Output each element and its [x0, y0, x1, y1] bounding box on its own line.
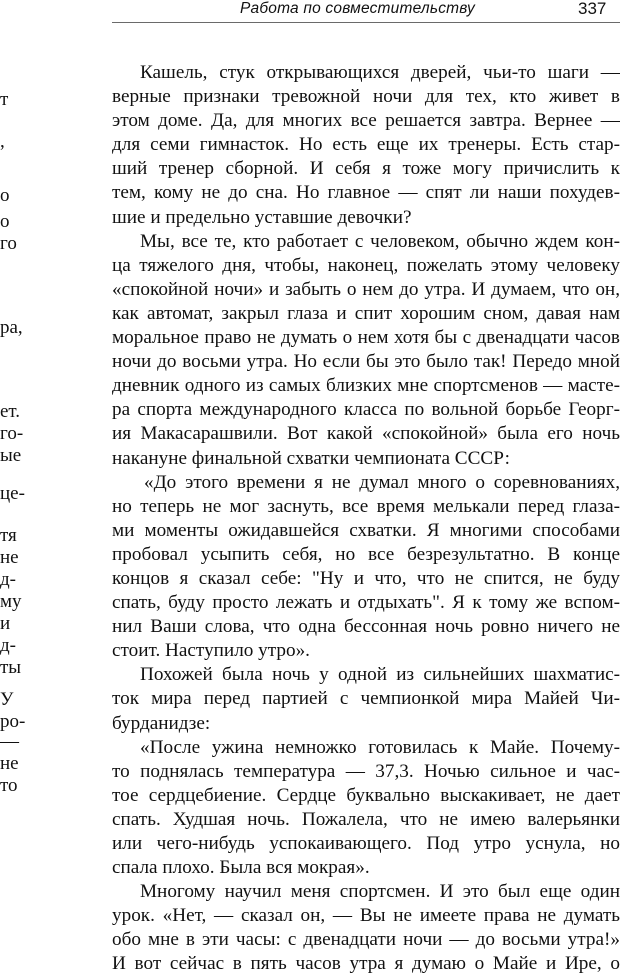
margin-fragment: д-	[0, 635, 16, 656]
margin-fragment: о	[0, 211, 10, 232]
text-line: Кашель, стук открывающихся дверей, чьи-то шаги —	[140, 62, 620, 83]
margin-fragment: ро-	[0, 711, 26, 732]
margin-fragment: це-	[0, 483, 25, 504]
text-line: Многому научил меня спортсмен. И это был еще один	[140, 881, 620, 903]
text-line: или чего-нибудь успокаивающего. Под утро уснула, но	[112, 833, 620, 854]
text-line: «После ужина немножко готовилась к Майе. Почему-	[140, 736, 620, 758]
margin-fragment: го-	[0, 423, 24, 444]
margin-fragment: д-	[0, 569, 16, 590]
text-line: спать, буду просто лежать и отдыхать". Я к тому же вспом-	[112, 592, 620, 614]
margin-fragment: У	[0, 689, 14, 710]
text-line: урок. «Нет, — сказал он, — Вы не имеете права не думать	[112, 905, 620, 927]
text-line: «спокойной ночи» и забыть о нем до утра. И думаем, что он,	[112, 278, 620, 300]
text-line: Похожей была ночь у одной из сильнейших шахматис-	[140, 664, 620, 686]
text-line: обо мне в эти часы: с двенадцати ночи — до восьми утра!»	[112, 929, 620, 951]
text-line: для семи гимнасток. Но есть еще их тренеры. Есть стар-	[112, 134, 620, 156]
text-line: то поднялась температура — 37,3. Ночью сильное и час-	[112, 760, 620, 782]
margin-fragment: то	[0, 775, 18, 796]
margin-fragment: ые	[0, 445, 22, 466]
running-header-title: Работа по совместительству	[240, 0, 475, 17]
text-line: но теперь не мог заснуть, все время мелькали перед глаза-	[112, 495, 620, 517]
margin-fragment: го	[0, 233, 17, 254]
text-line: ия Макасарашвили. Вот какой «спокойной» была его ночь	[112, 423, 620, 445]
text-line: дневник одного из самых близких мне спортсменов — масте-	[112, 375, 620, 397]
text-line: этом доме. Да, для многих все решается завтра. Вернее —	[112, 110, 620, 132]
margin-fragment: ты	[0, 657, 22, 678]
text-line: шие и предельно уставшие девочки?	[112, 206, 412, 228]
text-line: моральное право не думать о нем хотя бы с двенадцати часов	[112, 327, 620, 349]
text-line: ночи до восьми утра. Но если бы это было так! Передо мной	[112, 351, 620, 373]
text-line: ток мира перед партией с чемпионкой мира Майей Чи-	[112, 688, 620, 710]
text-line: ра спорта международного класса по вольной борьбе Георг-	[112, 399, 620, 421]
margin-fragment: о	[0, 185, 10, 206]
text-line: верные признаки тревожной ночи для тех, кто живет в	[112, 86, 620, 108]
margin-fragment: т	[0, 89, 9, 110]
text-line: бурданидзе:	[112, 712, 211, 734]
text-line: спала плохо. Была вся мокрая».	[112, 857, 370, 879]
text-line: нил Ваши слова, что одна бессонная ночь ровно ничего не	[112, 616, 620, 638]
text-line: ший тренер сборной. И себя я тоже могу причислить к	[112, 158, 620, 180]
margin-fragment: му	[0, 591, 22, 612]
text-line: И вот сейчас в пять часов утра я думаю о Майе и Ире, о	[112, 953, 620, 975]
text-line: ца тяжелого дня, чтобы, наконец, пожелать этому человеку	[112, 254, 620, 276]
text-line: ми моменты ожидавшейся схватки. Я многими способами	[112, 519, 620, 541]
body-text	[112, 61, 620, 977]
margin-fragment: —	[0, 731, 19, 752]
text-line: Мы, все те, кто работает с человеком, обычно ждем кон-	[140, 230, 620, 252]
margin-fragment: тя	[0, 525, 17, 546]
header-rule	[112, 22, 620, 23]
margin-fragment: ра,	[0, 317, 23, 338]
margin-fragment: ,	[0, 131, 5, 152]
text-line: стоит. Наступило утро».	[112, 640, 310, 662]
text-line: как автомат, закрыл глаза и спит хорошим сном, давая нам	[112, 302, 620, 324]
text-line: накануне финальной схватки чемпионата СССР:	[112, 447, 510, 469]
margin-fragment: не	[0, 547, 19, 568]
text-line: пробовал усыпить себя, но все безрезультатно. В конце	[112, 543, 620, 565]
text-line: спать. Худшая ночь. Пожалела, что не имею валерьянки	[112, 808, 620, 830]
text-line: «До этого времени я не думал много о соревнованиях,	[144, 471, 620, 493]
text-line: тое сердцебиение. Сердце буквально выскакивает, не дает	[112, 784, 620, 806]
margin-fragment: не	[0, 753, 19, 774]
page-number: 337	[578, 0, 607, 18]
margin-fragment: и	[0, 613, 11, 634]
text-line: тем, кому не до сна. Но главное — спят ли наши похудев-	[112, 182, 620, 204]
margin-fragment: ет.	[0, 401, 21, 422]
text-line: концов я сказал себе: "Ну и что, что не спится, не буду	[112, 567, 620, 589]
